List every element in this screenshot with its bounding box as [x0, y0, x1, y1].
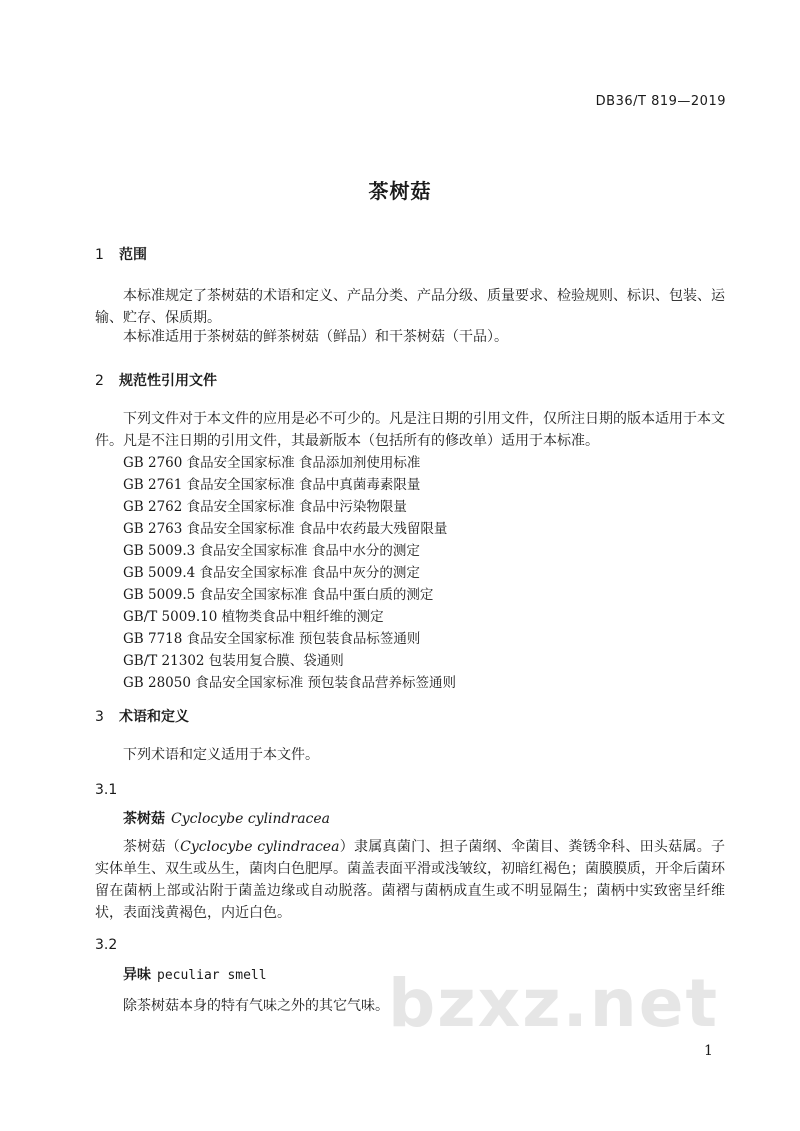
- definition-latin-name: Cyclocybe cylindracea: [180, 839, 340, 855]
- section-1-paragraph-2: 本标准适用于茶树菇的鲜茶树菇（鲜品）和干茶树菇（干品）。: [123, 329, 508, 345]
- section-3-heading: [95, 706, 189, 726]
- reference-item: GB 2761 食品安全国家标准 食品中真菌毒素限量: [123, 477, 421, 493]
- definition-text: 茶树菇（: [123, 839, 181, 855]
- reference-item: GB 2763 食品安全国家标准 食品中农药最大残留限量: [123, 521, 448, 537]
- reference-item: GB 7718 食品安全国家标准 预包装食品标签通则: [123, 631, 421, 647]
- section-3-intro: 下列术语和定义适用于本文件。: [123, 747, 319, 763]
- term-english: Cyclocybe cylindracea: [171, 811, 331, 827]
- term-number: 3.1: [95, 782, 118, 798]
- reference-item: GB 5009.3 食品安全国家标准 食品中水分的测定: [123, 543, 420, 559]
- term-chinese: 异味: [123, 967, 151, 983]
- section-number: 3: [95, 709, 104, 725]
- term-chinese: 茶树菇: [123, 811, 165, 827]
- section-title: 术语和定义: [119, 709, 189, 725]
- section-title: 规范性引用文件: [119, 373, 217, 389]
- term-definition: [95, 836, 725, 924]
- reference-item: GB 5009.5 食品安全国家标准 食品中蛋白质的测定: [123, 587, 434, 603]
- term-number: 3.2: [95, 937, 118, 953]
- term-heading: [123, 964, 267, 984]
- reference-item: GB/T 5009.10 植物类食品中粗纤维的测定: [123, 609, 384, 625]
- term-heading: [123, 808, 330, 828]
- section-2-heading: [95, 370, 217, 390]
- page-number: 1: [704, 1043, 713, 1059]
- reference-item: GB/T 21302 包装用复合膜、袋通则: [123, 653, 344, 669]
- reference-item: GB 2762 食品安全国家标准 食品中污染物限量: [123, 499, 407, 515]
- section-number: 2: [95, 373, 104, 389]
- watermark: bzxz.net: [388, 965, 720, 1042]
- section-title: 范围: [119, 247, 147, 263]
- reference-item: GB 28050 食品安全国家标准 预包装食品营养标签通则: [123, 675, 457, 691]
- section-1-paragraph-1: 本标准规定了茶树菇的术语和定义、产品分类、产品分级、质量要求、检验规则、标识、包装、运输、贮存、保质期。: [95, 288, 725, 326]
- section-1-heading: [95, 244, 147, 264]
- term-definition: 除茶树菇本身的特有气味之外的其它气味。: [123, 998, 389, 1014]
- standard-code: DB36/T 819—2019: [595, 94, 726, 109]
- reference-item: GB 5009.4 食品安全国家标准 食品中灰分的测定: [123, 565, 420, 581]
- reference-item: GB 2760 食品安全国家标准 食品添加剂使用标准: [123, 455, 421, 471]
- document-title: 茶树菇: [368, 179, 432, 203]
- definition-text: ）隶属真菌门、担子菌纲、伞菌目、粪锈伞科、田头菇属。子实体单生、双生或丛生，菌肉白色肥厚。菌盖表面平滑或浅皱纹，初暗红褐色；菌膜膜质，开伞后菌环留在菌柄上部或沾附于菌盖边缘或自动脱落。菌褶与菌柄成直生或不明显隔生；菌柄中实致密呈纤维状，表面浅黄褐色，内近白色。: [95, 839, 726, 921]
- section-number: 1: [95, 247, 104, 263]
- reference-list: [123, 452, 456, 694]
- term-english: peculiar smell: [157, 968, 267, 983]
- section-2-intro: 下列文件对于本文件的应用是必不可少的。凡是注日期的引用文件，仅所注日期的版本适用于本文件。凡是不注日期的引用文件，其最新版本（包括所有的修改单）适用于本标准。: [95, 411, 725, 449]
